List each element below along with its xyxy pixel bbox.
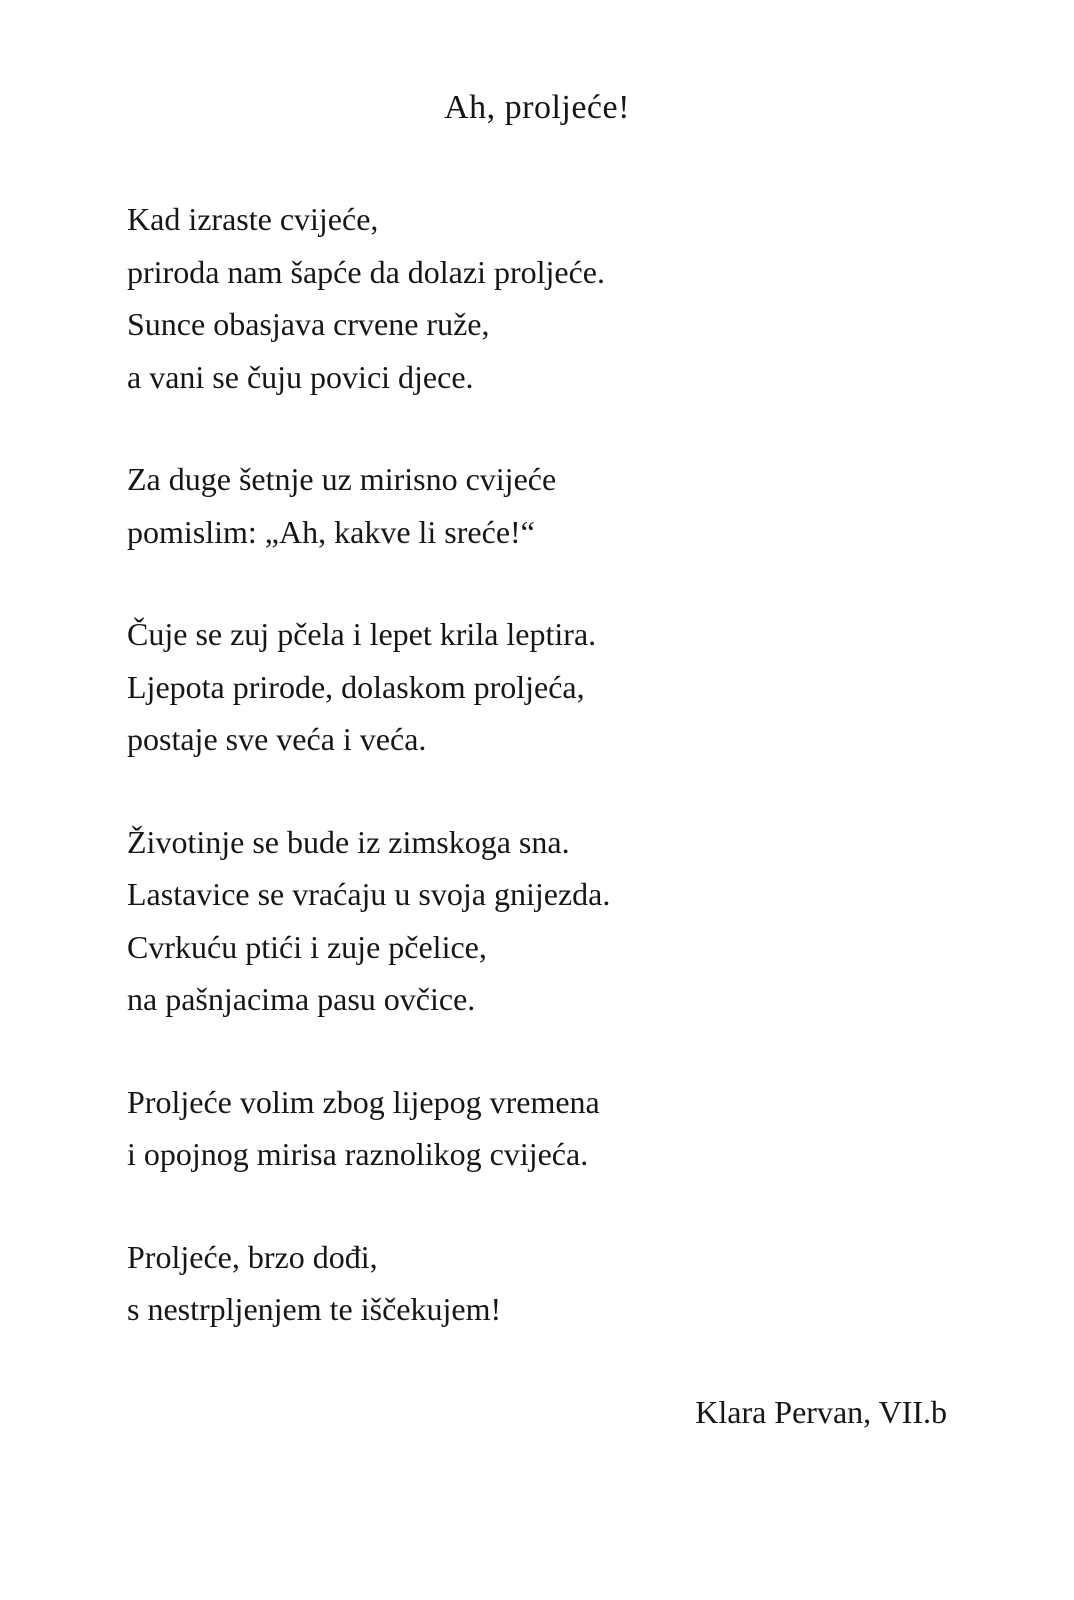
poem-line: Proljeće volim zbog lijepog vremena <box>127 1083 600 1120</box>
poem-line: Za duge šetnje uz mirisno cvijeće <box>127 461 557 497</box>
poem-line: Proljeće, brzo dođi, <box>127 1238 378 1275</box>
poem-line: Cvrkuću ptići i zuje pčelice, <box>127 928 487 965</box>
stanza-6 <box>127 1231 1014 1336</box>
poem-line: Čuje se zuj pčela i lepet krila leptira. <box>127 616 597 652</box>
poem-line: na pašnjacima pasu ovčice. <box>127 981 476 1017</box>
poem-line: postaje sve veća i veća. <box>127 721 427 757</box>
poem-line: Sunce obasjava crvene ruže, <box>127 306 490 342</box>
stanza-1 <box>127 193 1014 403</box>
poem-line: priroda nam šapće da dolazi proljeće. <box>127 253 605 290</box>
stanza-2 <box>127 453 1014 558</box>
author-signature: Klara Pervan, VII.b <box>695 1393 947 1430</box>
poem-line: Životinje se bude iz zimskoga sna. <box>127 823 570 860</box>
poem-body <box>0 130 1074 1336</box>
poem-line: a vani se čuju povici djece. <box>127 358 474 395</box>
poem-title: Ah, proljeće! <box>444 89 630 126</box>
poem-line: s nestrpljenjem te iščekujem! <box>127 1291 502 1327</box>
stanza-3 <box>127 608 1014 766</box>
poem-line: Ljepota prirode, dolaskom proljeća, <box>127 668 585 705</box>
poem-line: Kad izraste cvijeće, <box>127 201 379 237</box>
stanza-4 <box>127 816 1014 1026</box>
poem-line: i opojnog mirisa raznolikog cvijeća. <box>127 1136 589 1172</box>
poem-line: pomislim: „Ah, kakve li sreće!“ <box>127 513 535 550</box>
poem-line: Lastavice se vraćaju u svoja gnijezda. <box>127 876 611 912</box>
stanza-5 <box>127 1076 1014 1181</box>
